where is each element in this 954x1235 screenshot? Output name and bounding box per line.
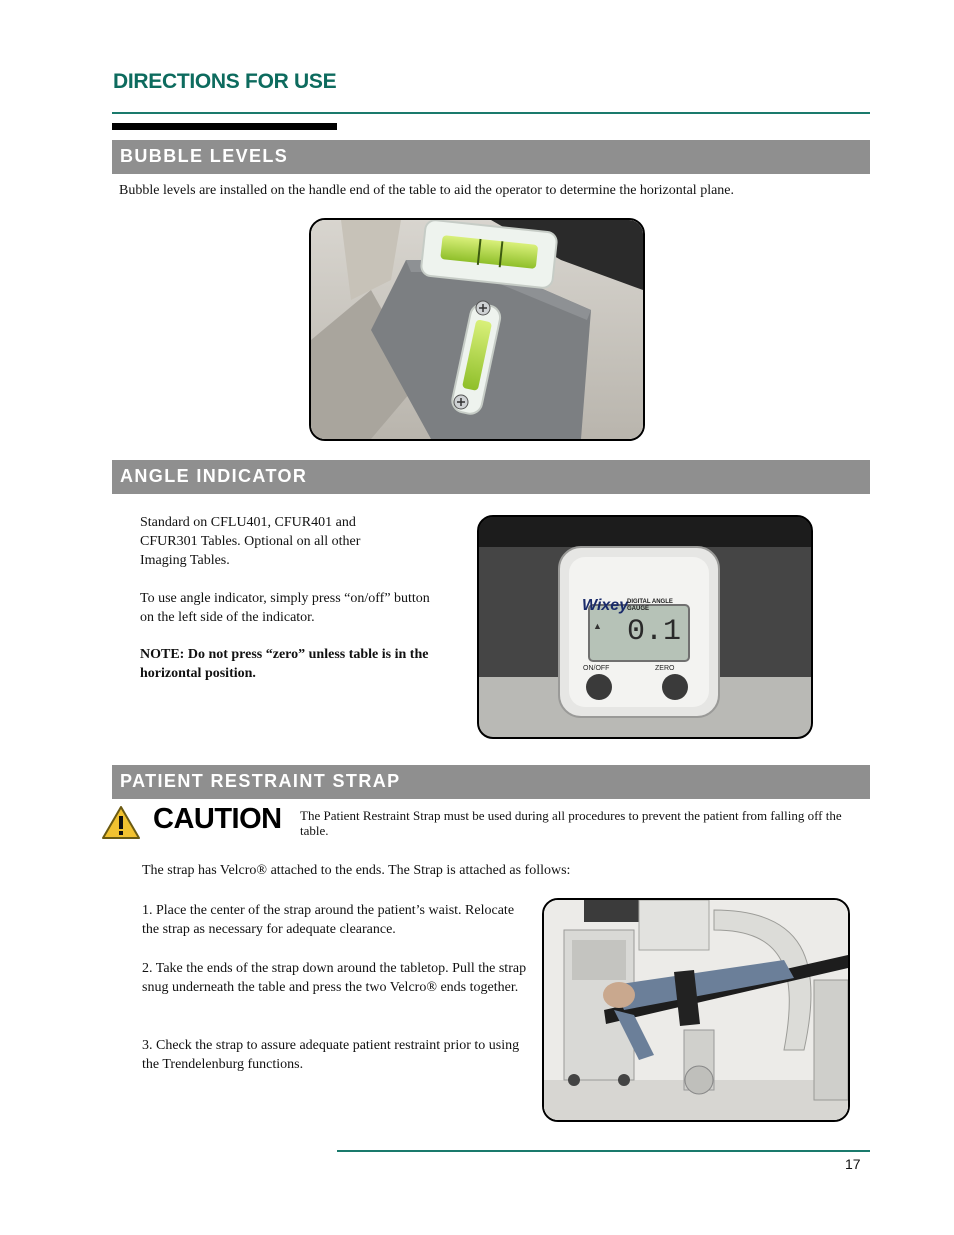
gauge-zero-label: ZERO	[655, 665, 675, 672]
angle-indicator-photo	[477, 515, 813, 739]
strap-step-1: 1. Place the center of the strap around the patient’s waist. Relocate the strap as necessary for adequate clearance.	[142, 903, 515, 937]
caution-label: CAUTION	[153, 803, 282, 835]
section-heading: PATIENT RESTRAINT STRAP	[120, 771, 401, 791]
bubble-levels-illustration	[311, 220, 643, 439]
section-header-bubble-levels	[112, 140, 870, 174]
caution-text: The Patient Restraint Strap must be used during all procedures to prevent the patient from falling off the table.	[300, 808, 842, 838]
strap-step-2: 2. Take the ends of the strap down around the tabletop. Pull the strap snug underneath the table and press the two Velcro® ends together.	[142, 961, 527, 995]
footer-rule	[337, 1150, 870, 1152]
warning-triangle-icon	[101, 805, 141, 840]
decorative-black-bar	[112, 123, 337, 130]
gauge-subtitle-line1: DIGITAL ANGLE	[627, 599, 673, 605]
section-heading: ANGLE INDICATOR	[120, 466, 308, 486]
bubble-levels-photo	[309, 218, 645, 441]
gauge-subtitle	[627, 599, 673, 613]
strap-step-3: 3. Check the strap to assure adequate patient restraint prior to using the Trendelenburg functions.	[142, 1038, 520, 1072]
gauge-indicator-icon: ▲	[593, 621, 602, 631]
title-rule	[112, 112, 870, 114]
gauge-subtitle-line2: GAUGE	[627, 606, 650, 612]
page-number: 17	[845, 1156, 861, 1172]
section-header-patient-restraint-strap	[112, 765, 870, 799]
patient-on-table-illustration	[544, 900, 848, 1120]
section-header-angle-indicator	[112, 460, 870, 494]
angle-indicator-note: NOTE: Do not press “zero” unless table is in the horizontal position.	[140, 647, 429, 681]
gauge-onoff-label: ON/OFF	[583, 665, 610, 672]
patient-restraint-photo	[542, 898, 850, 1122]
strap-intro: The strap has Velcro® attached to the ends. The Strap is attached as follows:	[142, 863, 571, 878]
page-title: DIRECTIONS FOR USE	[113, 70, 337, 93]
gauge-reading: 0.1	[627, 615, 682, 649]
section-heading: BUBBLE LEVELS	[120, 146, 289, 166]
bubble-levels-text: Bubble levels are installed on the handle end of the table to aid the operator to determine the horizontal plane.	[119, 183, 735, 198]
gauge-brand: Wixey	[582, 597, 629, 614]
angle-indicator-text-1: Standard on CFLU401, CFUR401 and CFUR301 Tables. Optional on all other Imaging Tables.	[140, 515, 361, 568]
angle-indicator-text-2: To use angle indicator, simply press “on/off” button on the left side of the indicator.	[140, 591, 430, 625]
